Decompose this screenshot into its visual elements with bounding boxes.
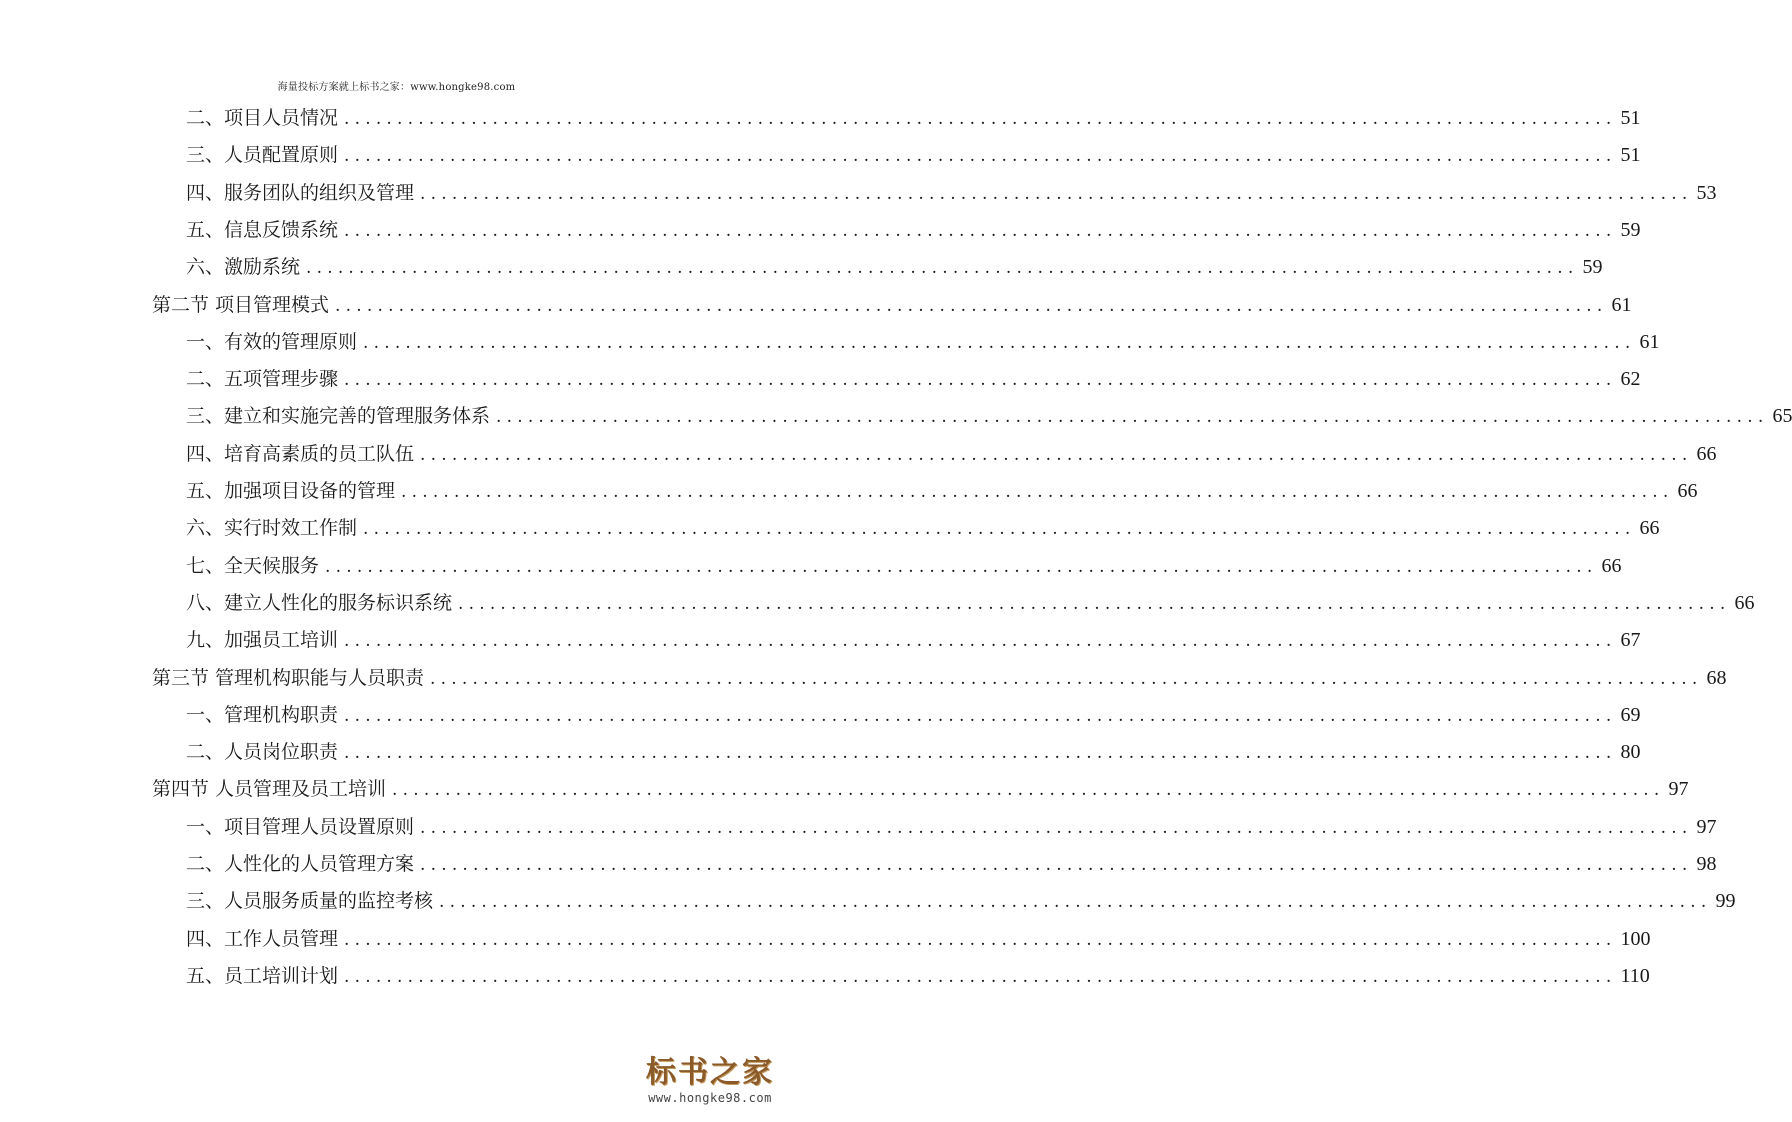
toc-page-number: 97 <box>1696 815 1717 838</box>
toc-page-number: 67 <box>1620 629 1641 652</box>
toc-leader-dots: ........................................................................................................................ <box>344 929 1617 950</box>
toc-leader-dots: ........................................................................................................................ <box>401 482 1674 502</box>
toc-page-number: 98 <box>1696 853 1717 875</box>
toc-entry[interactable] <box>186 734 1641 770</box>
toc-entry-label: 第二节 项目管理模式 <box>152 293 330 316</box>
toc-leader-dots: ........................................................................................................................ <box>325 556 1598 577</box>
toc-page-number: 110 <box>1620 964 1650 987</box>
toc-leader-dots: ........................................................................................................................ <box>420 855 1693 875</box>
toc-entry[interactable] <box>186 249 1603 285</box>
toc-entry-label: 三、建立和实施完善的管理服务体系 <box>186 405 491 428</box>
toc-leader-dots: ........................................................................................................................ <box>344 705 1617 726</box>
toc-entry-label: 一、有效的管理原则 <box>186 330 358 353</box>
toc-entry-label: 三、人员服务质量的监控考核 <box>186 890 434 913</box>
toc-entry[interactable] <box>186 846 1717 882</box>
toc-leader-dots: ........................................................................................................................ <box>344 146 1617 167</box>
toc-entry[interactable] <box>186 883 1736 919</box>
toc-entry[interactable] <box>186 137 1641 173</box>
logo-mark: 标书之家 <box>646 1055 774 1090</box>
toc-leader-dots: ........................................................................................................................ <box>458 593 1731 614</box>
toc-leader-dots: ........................................................................................................................ <box>344 743 1617 764</box>
toc-leader-dots: ........................................................................................................................ <box>439 892 1712 913</box>
toc-entry-label: 四、服务团队的组织及管理 <box>186 181 415 204</box>
toc-page-number: 66 <box>1677 480 1698 502</box>
toc-entry-label: 五、员工培训计划 <box>186 964 339 987</box>
toc-entry-label: 三、人员配置原则 <box>186 144 339 167</box>
toc-page-number: 62 <box>1620 368 1641 391</box>
toc-entry-label: 一、项目管理人员设置原则 <box>186 815 415 838</box>
toc-entry[interactable] <box>186 809 1717 845</box>
toc-entry[interactable] <box>186 361 1641 397</box>
toc-page-number: 51 <box>1620 107 1641 129</box>
toc-entry[interactable] <box>186 921 1651 957</box>
toc-entry[interactable] <box>186 548 1622 584</box>
toc-entry[interactable] <box>186 473 1698 509</box>
toc-entry-label: 九、加强员工培训 <box>186 629 339 652</box>
toc-page-number: 69 <box>1620 703 1641 726</box>
toc-entry[interactable] <box>186 100 1641 136</box>
toc-leader-dots: ........................................................................................................................ <box>335 295 1608 316</box>
toc-page-number: 100 <box>1620 927 1651 950</box>
toc-leader-dots: ........................................................................................................................ <box>363 332 1636 353</box>
toc-entry[interactable] <box>186 585 1755 621</box>
toc-leader-dots: ........................................................................................................................ <box>420 444 1693 465</box>
toc-page-number: 99 <box>1715 890 1736 913</box>
toc-entry-label: 六、实行时效工作制 <box>186 517 358 540</box>
toc-leader-dots: ........................................................................................................................ <box>420 817 1693 838</box>
toc-leader-dots: ........................................................................................................................ <box>392 780 1665 801</box>
toc-page-number: 97 <box>1668 778 1689 801</box>
toc-entry-label: 四、培育高素质的员工队伍 <box>186 442 415 465</box>
toc-leader-dots: ........................................................................................................................ <box>430 668 1703 689</box>
page-header-note: 海量投标方案就上标书之家：www.hongke98.com <box>277 82 516 93</box>
toc-entry[interactable] <box>186 398 1792 434</box>
logo-url: www.hongke98.com <box>648 1091 772 1105</box>
toc-page-number: 59 <box>1582 256 1603 279</box>
toc-leader-dots: ........................................................................................................................ <box>344 109 1617 129</box>
toc-section-entry[interactable] <box>152 287 1632 323</box>
toc-page-number: 66 <box>1696 442 1717 465</box>
toc-section-entry[interactable] <box>152 771 1689 807</box>
toc-page-number: 59 <box>1620 218 1641 241</box>
toc-entry-label: 第三节 管理机构职能与人员职责 <box>152 666 425 689</box>
toc-entry-label: 七、全天候服务 <box>186 554 320 577</box>
toc-entry-label: 二、人性化的人员管理方案 <box>186 853 415 875</box>
toc-leader-dots: ........................................................................................................................ <box>344 631 1617 652</box>
toc-entry[interactable] <box>186 697 1641 733</box>
toc-entry[interactable] <box>186 510 1660 546</box>
toc-entry-label: 五、信息反馈系统 <box>186 218 339 241</box>
toc-entry[interactable] <box>186 175 1717 211</box>
site-logo <box>635 1056 785 1118</box>
toc-page-number: 61 <box>1611 293 1632 316</box>
toc-page-number: 66 <box>1601 554 1622 577</box>
toc-page-number: 53 <box>1696 181 1717 204</box>
toc-page-number: 80 <box>1620 741 1641 764</box>
toc-section-entry[interactable] <box>152 660 1727 696</box>
toc-entry-label: 一、管理机构职责 <box>186 703 339 726</box>
toc-entry[interactable] <box>186 436 1717 472</box>
toc-entry[interactable] <box>186 958 1650 994</box>
toc-page-number: 61 <box>1639 330 1660 353</box>
toc-entry[interactable] <box>186 212 1641 248</box>
toc-entry[interactable] <box>186 622 1641 658</box>
toc-entry-label: 八、建立人性化的服务标识系统 <box>186 591 453 614</box>
toc-entry-label: 五、加强项目设备的管理 <box>186 480 396 502</box>
toc-entry-label: 二、五项管理步骤 <box>186 368 339 391</box>
toc-leader-dots: ........................................................................................................................ <box>344 966 1617 987</box>
toc-leader-dots: ........................................................................................................................ <box>363 519 1636 540</box>
toc-entry[interactable] <box>186 324 1660 360</box>
toc-leader-dots: ........................................................................................................................ <box>420 183 1693 204</box>
toc-entry-label: 二、项目人员情况 <box>186 107 339 129</box>
toc-leader-dots: ........................................................................................................................ <box>306 258 1579 279</box>
toc-leader-dots: ........................................................................................................................ <box>344 220 1617 241</box>
toc-page-number: 51 <box>1620 144 1641 167</box>
toc-entry-label: 二、人员岗位职责 <box>186 741 339 764</box>
toc-entry-label: 四、工作人员管理 <box>186 927 339 950</box>
toc-page-number: 65 <box>1772 405 1792 428</box>
toc-page-number: 68 <box>1706 666 1727 689</box>
toc-leader-dots: ........................................................................................................................ <box>496 407 1769 428</box>
toc-entry-label: 第四节 人员管理及员工培训 <box>152 778 387 801</box>
toc-entry-label: 六、激励系统 <box>186 256 301 279</box>
toc-page-number: 66 <box>1639 517 1660 540</box>
toc-leader-dots: ........................................................................................................................ <box>344 370 1617 391</box>
toc-page-number: 66 <box>1734 591 1755 614</box>
